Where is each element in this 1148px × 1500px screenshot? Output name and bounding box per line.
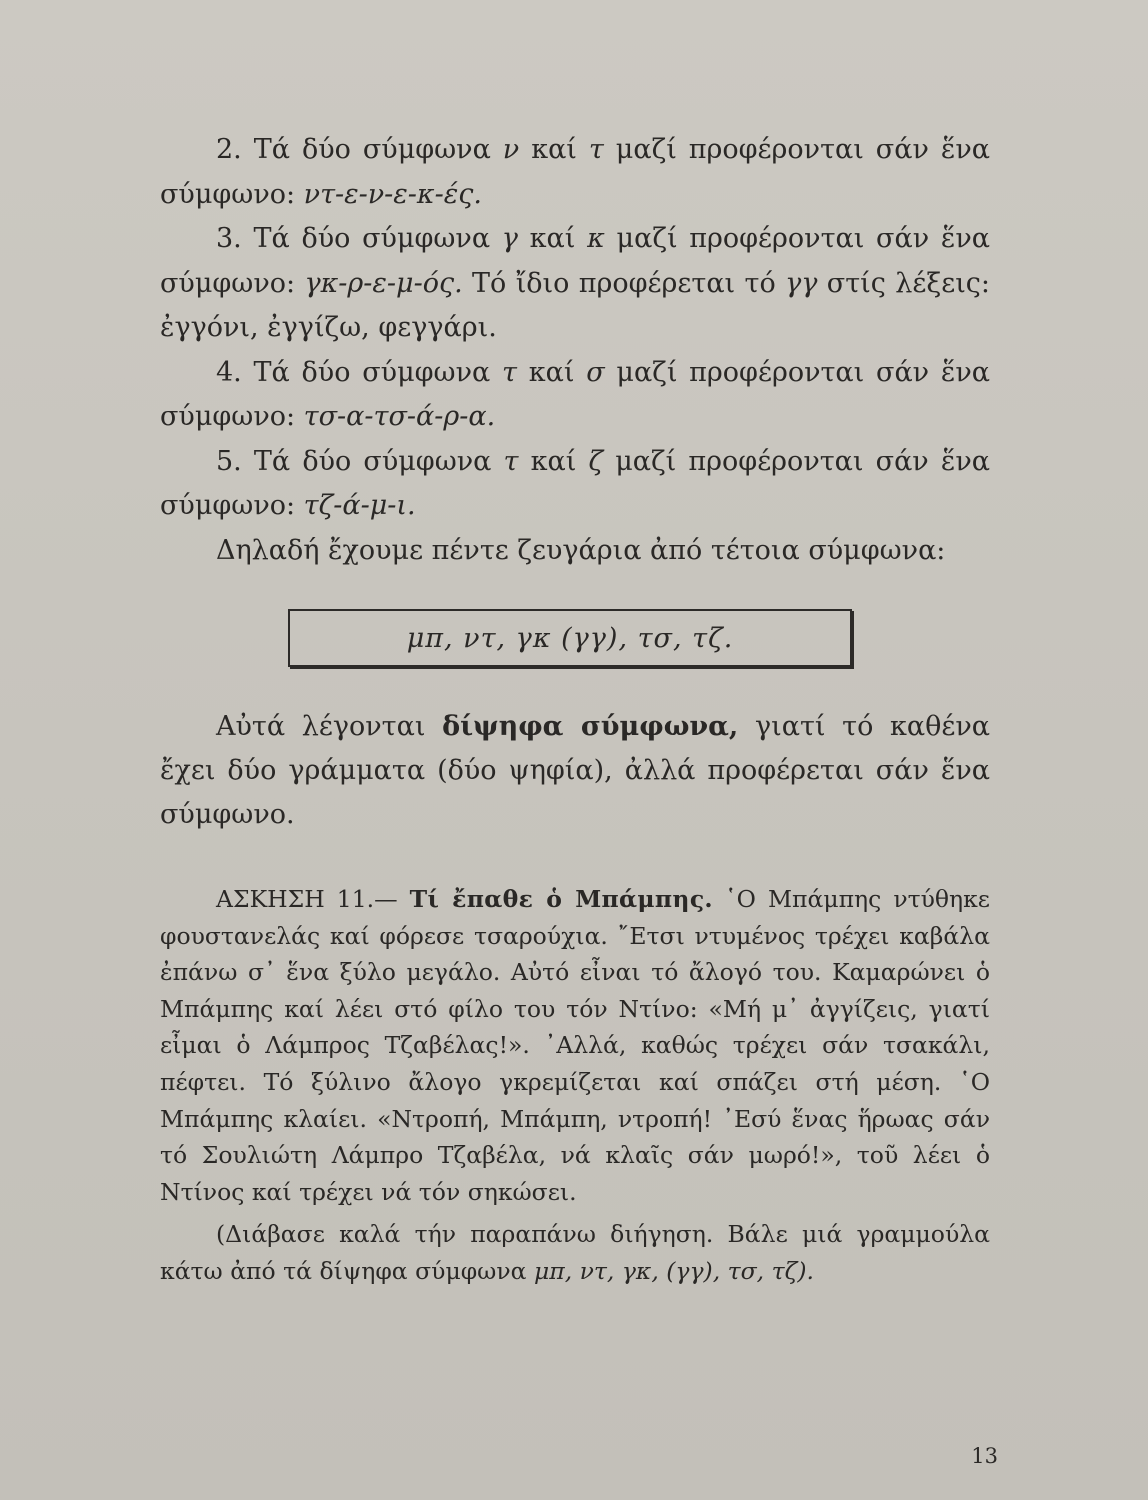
rule-number: 2.	[216, 134, 242, 165]
digraph-definition	[160, 705, 990, 837]
rule-letter: τ	[502, 356, 517, 388]
rule-letter: τ	[588, 134, 604, 165]
summary-line: Δηλαδή ἔχουμε πέντε ζευγάρια ἀπό τέτοια σύμφωνα:	[216, 534, 946, 566]
rule-letter: γ	[501, 223, 518, 254]
page-content	[160, 128, 990, 1290]
rule-text: Τά δύο σύμφωνα	[241, 134, 503, 165]
consonant-rules-section	[160, 128, 990, 573]
definition-text: Αὐτά λέγονται	[216, 711, 443, 742]
definition-paragraph	[160, 705, 990, 837]
exercise-label: ΑΣΚΗΣΗ 11.—	[216, 885, 410, 913]
rule-item	[160, 217, 990, 351]
exercise-section	[160, 881, 990, 1290]
rule-example: ντ-ε-ν-ε-κ-ές.	[303, 178, 482, 210]
rule-letter: γγ	[785, 267, 818, 299]
rule-text: μαζί προφέρονται σάν ἕνα σύμφωνο:	[160, 356, 991, 432]
rule-number: 4.	[216, 356, 242, 388]
rule-example: τζ-ά-μ-ι.	[303, 490, 416, 521]
rule-letter: ν	[502, 134, 520, 165]
exercise-instruction	[160, 1216, 990, 1289]
rule-text: Τά δύο σύμφωνα	[241, 445, 504, 477]
rule-text: μαζί προφέρονται σάν ἕνα σύμφωνο:	[160, 134, 990, 210]
rule-text: μαζί προφέρονται σάν ἕνα σύμφωνο:	[160, 223, 990, 299]
instruction-text: (Διάβασε καλά τήν παραπάνω διήγηση. Βάλε μιά γραμμούλα κάτω ἀπό τά δίψηφα σύμφωνα	[160, 1220, 990, 1285]
rule-letter: τ	[503, 445, 519, 477]
definition-text: γιατί τό καθένα ἔχει δύο γράμματα (δύο ψηφία), ἀλλά προφέρεται σάν ἕνα σύμφωνο.	[160, 711, 990, 830]
exercise-title: Τί ἔπαθε ὁ Μπάμπης.	[409, 885, 713, 913]
instruction-digraphs: μπ, ντ, γκ, (γγ), τσ, τζ).	[533, 1256, 814, 1285]
rule-number: 3.	[216, 223, 242, 254]
definition-term: δίψηφα σύμφωνα,	[442, 711, 739, 742]
rule-text: Τό ἴδιο προφέρεται τό	[462, 267, 786, 299]
exercise-paragraph	[160, 881, 990, 1210]
rule-letter: ζ	[588, 445, 604, 477]
rule-item	[160, 128, 990, 217]
rule-text: καί	[519, 134, 589, 165]
rule-text: Τά δύο σύμφωνα	[241, 223, 502, 254]
exercise-text: ῾Ο Μπάμπης ντύθηκε φουστανελάς καί φόρεσε τσαρούχια. ῎Ετσι ντυμένος τρέχει καβάλα ἐπάνω σ᾽ ἕνα ξύλο μεγάλο. Αὐτό εἶναι τό ἄλογό του. Καμαρώνει ὁ Μπάμπης καί λέει στό φίλο του τόν Ντίνο: «Μή μ᾽ ἀγγίζεις, γιατί εἶμαι ὁ Λάμπρος Τζαβέλας!». ᾽Αλλά, καθώς τρέχει σάν τσακάλι, πέφτει. Τό ξύλινο ἄλογο γκρεμίζεται καί σπάζει στή μέση. ῾Ο Μπάμπης κλαίει. «Ντροπή, Μπάμπη, ντροπή! ᾽Εσύ ἕνας ἥρωας σάν τό Σουλιώτη Λάμπρο Τζαβέλα, νά κλαῖς σάν μωρό!», τοῦ λέει ὁ Ντίνος καί τρέχει νά τόν σηκώσει.	[160, 885, 990, 1206]
rule-letter: σ	[586, 356, 605, 388]
rule-number: 5.	[216, 445, 242, 477]
rule-text: στίς λέξεις: ἐγγόνι, ἐγγίζω, φεγγάρι.	[160, 267, 990, 343]
rule-text: καί	[516, 356, 587, 388]
page-number: 13	[971, 1444, 998, 1468]
rule-item	[160, 351, 990, 440]
rule-item	[160, 440, 990, 529]
digraph-pairs-box: μπ, ντ, γκ (γγ), τσ, τζ.	[288, 609, 852, 667]
rule-example: γκ-ρ-ε-μ-ός.	[304, 267, 463, 299]
rule-text: καί	[517, 223, 588, 254]
rule-letter: κ	[587, 223, 605, 254]
rule-text: καί	[518, 445, 589, 477]
rule-example: τσ-α-τσ-ά-ρ-α.	[303, 401, 496, 432]
rule-text: μαζί προφέρονται σάν ἕνα σύμφωνο:	[160, 445, 991, 521]
rule-text: Τά δύο σύμφωνα	[241, 356, 502, 388]
